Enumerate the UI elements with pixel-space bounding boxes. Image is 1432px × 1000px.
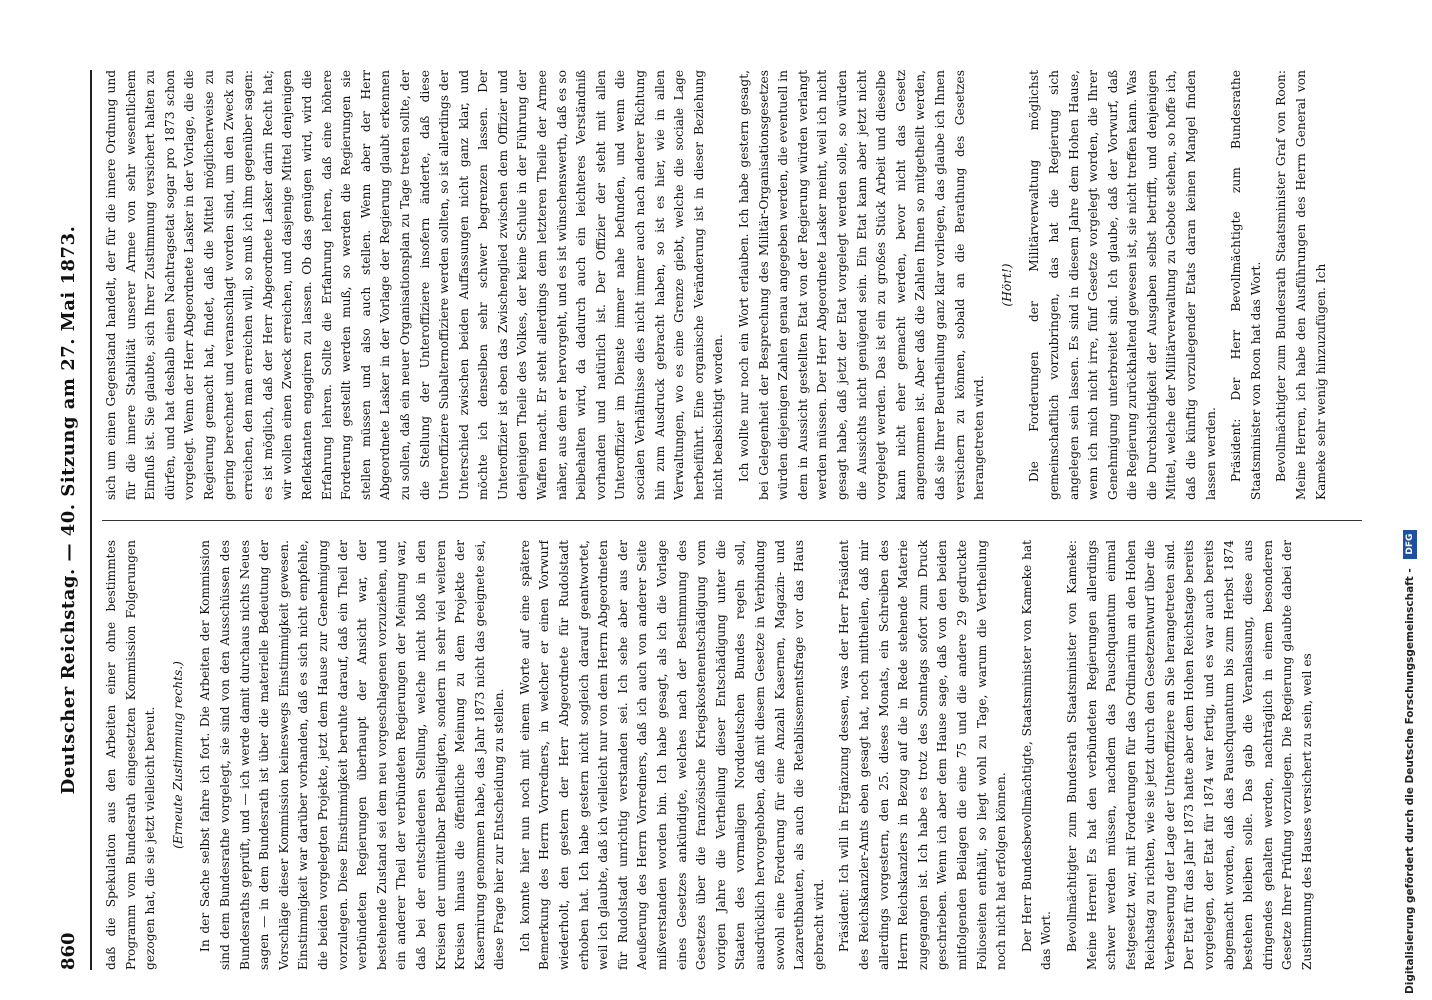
paragraph: Ich konnte hier nun noch mit einem Worte auf eine spätere Bemerkung des Herrn Vorredners, in welcher er einen Vorwurf wiederholt, den gestern der Herr Abgeordnete für Rudolstadt erhoben hat. Ich habe gestern nicht sogleich darauf geantwortet, weil ich glaubte, daß ich vielleicht nur von dem Herrn Abgeordneten für Rudolstadt unrichtig verstanden sei. Ich sehe aber aus der Aeußerung des Herrn Vorredners, daß ich auch von anderer Seite mißverstanden worden bin. Ich habe gesagt, als ich die Vorlage eines Gesetzes ankündigte, welches nach der Bestimmung des Gesetzes über die französische Kriegskostenentschädigung vom vorigen Jahre die Vertheilung dieser Entschädigung unter die Staaten des vormaligen Norddeutschen Bundes regeln soll, ausdrücklich hervorgehoben, daß mit diesem Gesetze in Verbindung sowohl eine Forderung für eine Anzahl Kasernen, Magazin- und Lazarethbauten, als auch die Retablissementsfrage vor das Haus gebracht wird.	[517, 540, 826, 970]
stage-direction: (Erneute Zustimmung rechts.)	[170, 661, 185, 849]
paragraph: Die Forderungen der Militärverwaltung möglichst gemeinschaftlich vorzubringen, das hat die Regierung sich angelegen sein lassen. Es sind in diesem Jahre dem Hohen Hause, wenn ich mich nicht irre, fünf Gesetze vorgelegt worden, die Ihrer Genehmigung unterbreitet sind. Ich glaube, daß der Vorwurf, daß die Regierung zurückhaltend gewesen ist, sie nicht treffen kann. Was die Durchsichtigkeit der Ausgaben selbst betrifft, und denjenigen Mittel, welche der Militärverwaltung zu Gebote stehen, so hoffe ich, daß die künftig vorzulegender Etats daran keinen Mangel finden lassen werden.	[1027, 70, 1218, 500]
stage-direction: (Hört!)	[999, 263, 1014, 307]
paragraph: In der Sache selbst fahre ich fort. Die Arbeiten der Kommission sind dem Bundesrathe vorgelegt, sie sind von den Ausschüssen des Bundesraths geprüft, und — ich werde damit durchaus nichts Neues sagen — in dem Bundesrath ist über die materielle Bedeutung der Vorschläge dieser Kommission keineswegs Einstimmigkeit gewesen. Einstimmigkeit war darüber vorhanden, daß es sich nicht empfehle, die beiden vorgelegten Projekte, jetzt dem Hause zur Genehmigung vorzulegen. Diese Einstimmigkeit beruhte darauf, daß ein Theil der verbündeten Regierungen überhaupt der Ansicht war, der bestehende Zustand sei dem neu vorgeschlagenen vorzuziehen, und ein anderer Theil der verbündeten Regierungen der Meinung war, daß bei der entschiedenen Stellung, welche nicht bloß in den Kreisen der unmittelbar Betheiligten, sondern in sehr viel weiteren Kreisen hinaus die öffentliche Meinung zu dem Projekte der Kasernirung genommen habe, das Jahr 1873 nicht das geeignete sei, diese Frage hier zur Entscheidung zu stellen.	[198, 540, 507, 970]
paragraph: Präsident: Ich will in Ergänzung dessen, was der Herr Präsident des Reichskanzler-Amts eben gesagt hat, noch mittheilen, daß mir allerdings vorgestern, den 25. dieses Monats, ein Schreiben des Herrn Reichskanzlers in Bezug auf die in Rede stehende Materie zugegangen ist. Ich habe es trotz des Sonntags sofort zum Druck geschrieben. Wenn ich aber dem Hause sage, daß von den beiden mitfolgenden Beilagen die eine 75 und die andere 29 gedruckte Folioseiten enthält, so liegt wohl zu Tage, warum die Vertheilung noch nicht hat erfolgen können.	[837, 540, 1009, 970]
paragraph: sich um einen Gegenstand handelt, der für die innere Ordnung und für die innere Stabilität unserer Armee von sehr wesentlichem Einfluß ist. Sie glaubte, sich Ihrer Zustimmung versichert halten zu dürfen, und hat deshalb einen Nachtragsetat sogar pro 1873 schon vorgelegt. Wenn der Herr Abgeordnete Lasker in der Vorlage, die die Regierung gemacht hat, findet, daß die Mittel möglicherweise zu gering berechnet und veranschlagt worden sind, um den Zweck zu erreichen, den man erreichen will, so muß ich ihm gegenüber sagen: es ist möglich, daß der Herr Abgeordnete Lasker darin Recht hat; wir wollen einen Zweck erreichen, und dasjenige Mittel denjenigen Reflektanten engagiren zu lassen. Ob das genügen wird, wird die Erfahrung lehren. Sollte die Erfahrung lehren, daß eine höhere Forderung gestellt werden muß, so werden die Regierungen sie stellen müssen und also auch stellen. Wenn aber der Herr Abgeordnete Lasker in der Vorlage der Regierung glaubt erkennen zu sollen, daß ein neuer Organisationsplan zu Tage treten sollte, der die Stellung der Unteroffiziere insofern änderte, daß diese Unteroffiziere Subalternoffiziere werden sollten, so ist allerdings der Unterschied zwischen beiden Auffassungen nicht ganz klar, und möchte ich denselben sehr schwer begrenzen lassen. Der Unteroffizier ist eben das Zwischenglied zwischen dem Offizier und denjenigen Theile des Volkes, der keine Schule in der Führung der Waffen macht. Er steht allerdings dem letzteren Theile der Armee näher, aus dem er hervorgeht, und es ist wünschenswerth, daß es so beibehalten wird, da dadurch auch ein leichteres Verständniß vorhanden und natürlich ist. Der Offizier der steht mit allen Unteroffizier im Dienste immer nahe befunden, und wenn die socialen Verhältnisse dies nicht immer auch nach anderer Richtung hin zum Ausdruck gebracht haben, so ist es hier, wie in allen Verwaltungen, wo es eine Grenze giebt, welche die sociale Lage herbeiführt. Eine organische Veränderung ist in dieser Beziehung nicht beabsichtigt worden.	[104, 70, 726, 500]
column-divider	[102, 520, 1362, 521]
paragraph: Bevollmächtigter zum Bundesrath Staatsminister von Kameke: Meine Herren! Es hat den verbündeten Regierungen allerdings schwer werden müssen, nachdem das Pauschquantum einmal festgesetzt war, mit Forderungen für das Ordinarium an den Hohen Reichstag zu richten, wie sie jetzt durch den Gesetzentwurf über die Verbesserung der Lage der Unteroffiziere an Sie herangetreten sind. Der Etat für das Jahr 1873 hatte aber dem Hohen Reichstage bereits vorgelegen, der Etat für 1874 war fertig, und es war auch bereits abgemacht worden, daß das Pauschquantum bis zum Herbst 1874 bestehen bleiben solle. Das gab die Veranlassung, diese aus dringendes gehalten werden, nachträglich in einem besonderen Gesetze Ihrer Prüfung vorzulegen. Die Regierung glaubte dabei der Zustimmung des Hauses versichert zu sein, weil es	[1064, 540, 1315, 970]
paragraph: Präsident: Der Herr Bevollmächtigte zum Bundesrathe Staatsminister von Roon hat das Wort.	[1229, 70, 1263, 500]
paragraph: Ich wollte nur noch ein Wort erlauben. Ich habe gestern gesagt, bei Gelegenheit der Besprechung des Militär-Organisationsgesetzes würden diejenigen Zahlen genau angegeben werden, die eventuell in dem in Aussicht gestellten Etat von der Regierung würden verlangt werden müssen. Der Herr Abgeordnete Lasker meint, weil ich nicht gesagt habe, daß jetzt der Etat vorgelegt werden solle, so würden die Aussichts nicht genügend sein. Ein Etat kann aber jetzt nicht vorgelegt werden. Das ist ein zu großes Stück Arbeit und dieselbe kann nicht eher gemacht werden, bevor nicht das Gesetz angenommen ist. Aber daß die Zahlen Ihnen so mitgetheilt werden, daß sie Ihrer Beurtheilung ganz klar vorliegen, das glaube ich Ihnen versichern zu können, sobald an die Berathung des Gesetzes herangetreten wird.	[737, 70, 987, 500]
page-header	[50, 70, 86, 970]
dfg-logo: DFG	[1403, 530, 1417, 559]
credit-text-wrapper	[1395, 6, 1425, 994]
right-column	[102, 70, 1362, 500]
page-number: 860	[58, 932, 79, 970]
paragraph: daß die Spekulation aus den Arbeiten einer ohne bestimmtes Programm vom Bundesrath eingesetzten Kommission Folgerungen gezogen hat, die sie jetzt vielleicht bereut.	[104, 540, 158, 970]
text-columns	[102, 70, 1362, 970]
paragraph: Bevollmächtigter zum Bundesrath Staatsminister Graf von Roon: Meine Herren, ich habe den Ausführungen des Herrn General von Kameke sehr wenig hinzuzufügen. Ich	[1274, 70, 1328, 500]
header-rule	[90, 70, 92, 970]
credit-text: Digitalisierung gefördert durch die Deutsche Forschungsgemeinschaft -	[1404, 568, 1416, 994]
paragraph: Der Herr Bundesbevollmächtigte, Staatsminister von Kameke hat das Wort.	[1019, 540, 1054, 970]
running-head: Deutscher Reichstag. — 40. Sitzung am 27. Mai 1873.	[58, 225, 79, 795]
left-column	[102, 540, 1362, 970]
digitization-credit	[1395, 6, 1425, 994]
page-content	[50, 70, 1370, 970]
